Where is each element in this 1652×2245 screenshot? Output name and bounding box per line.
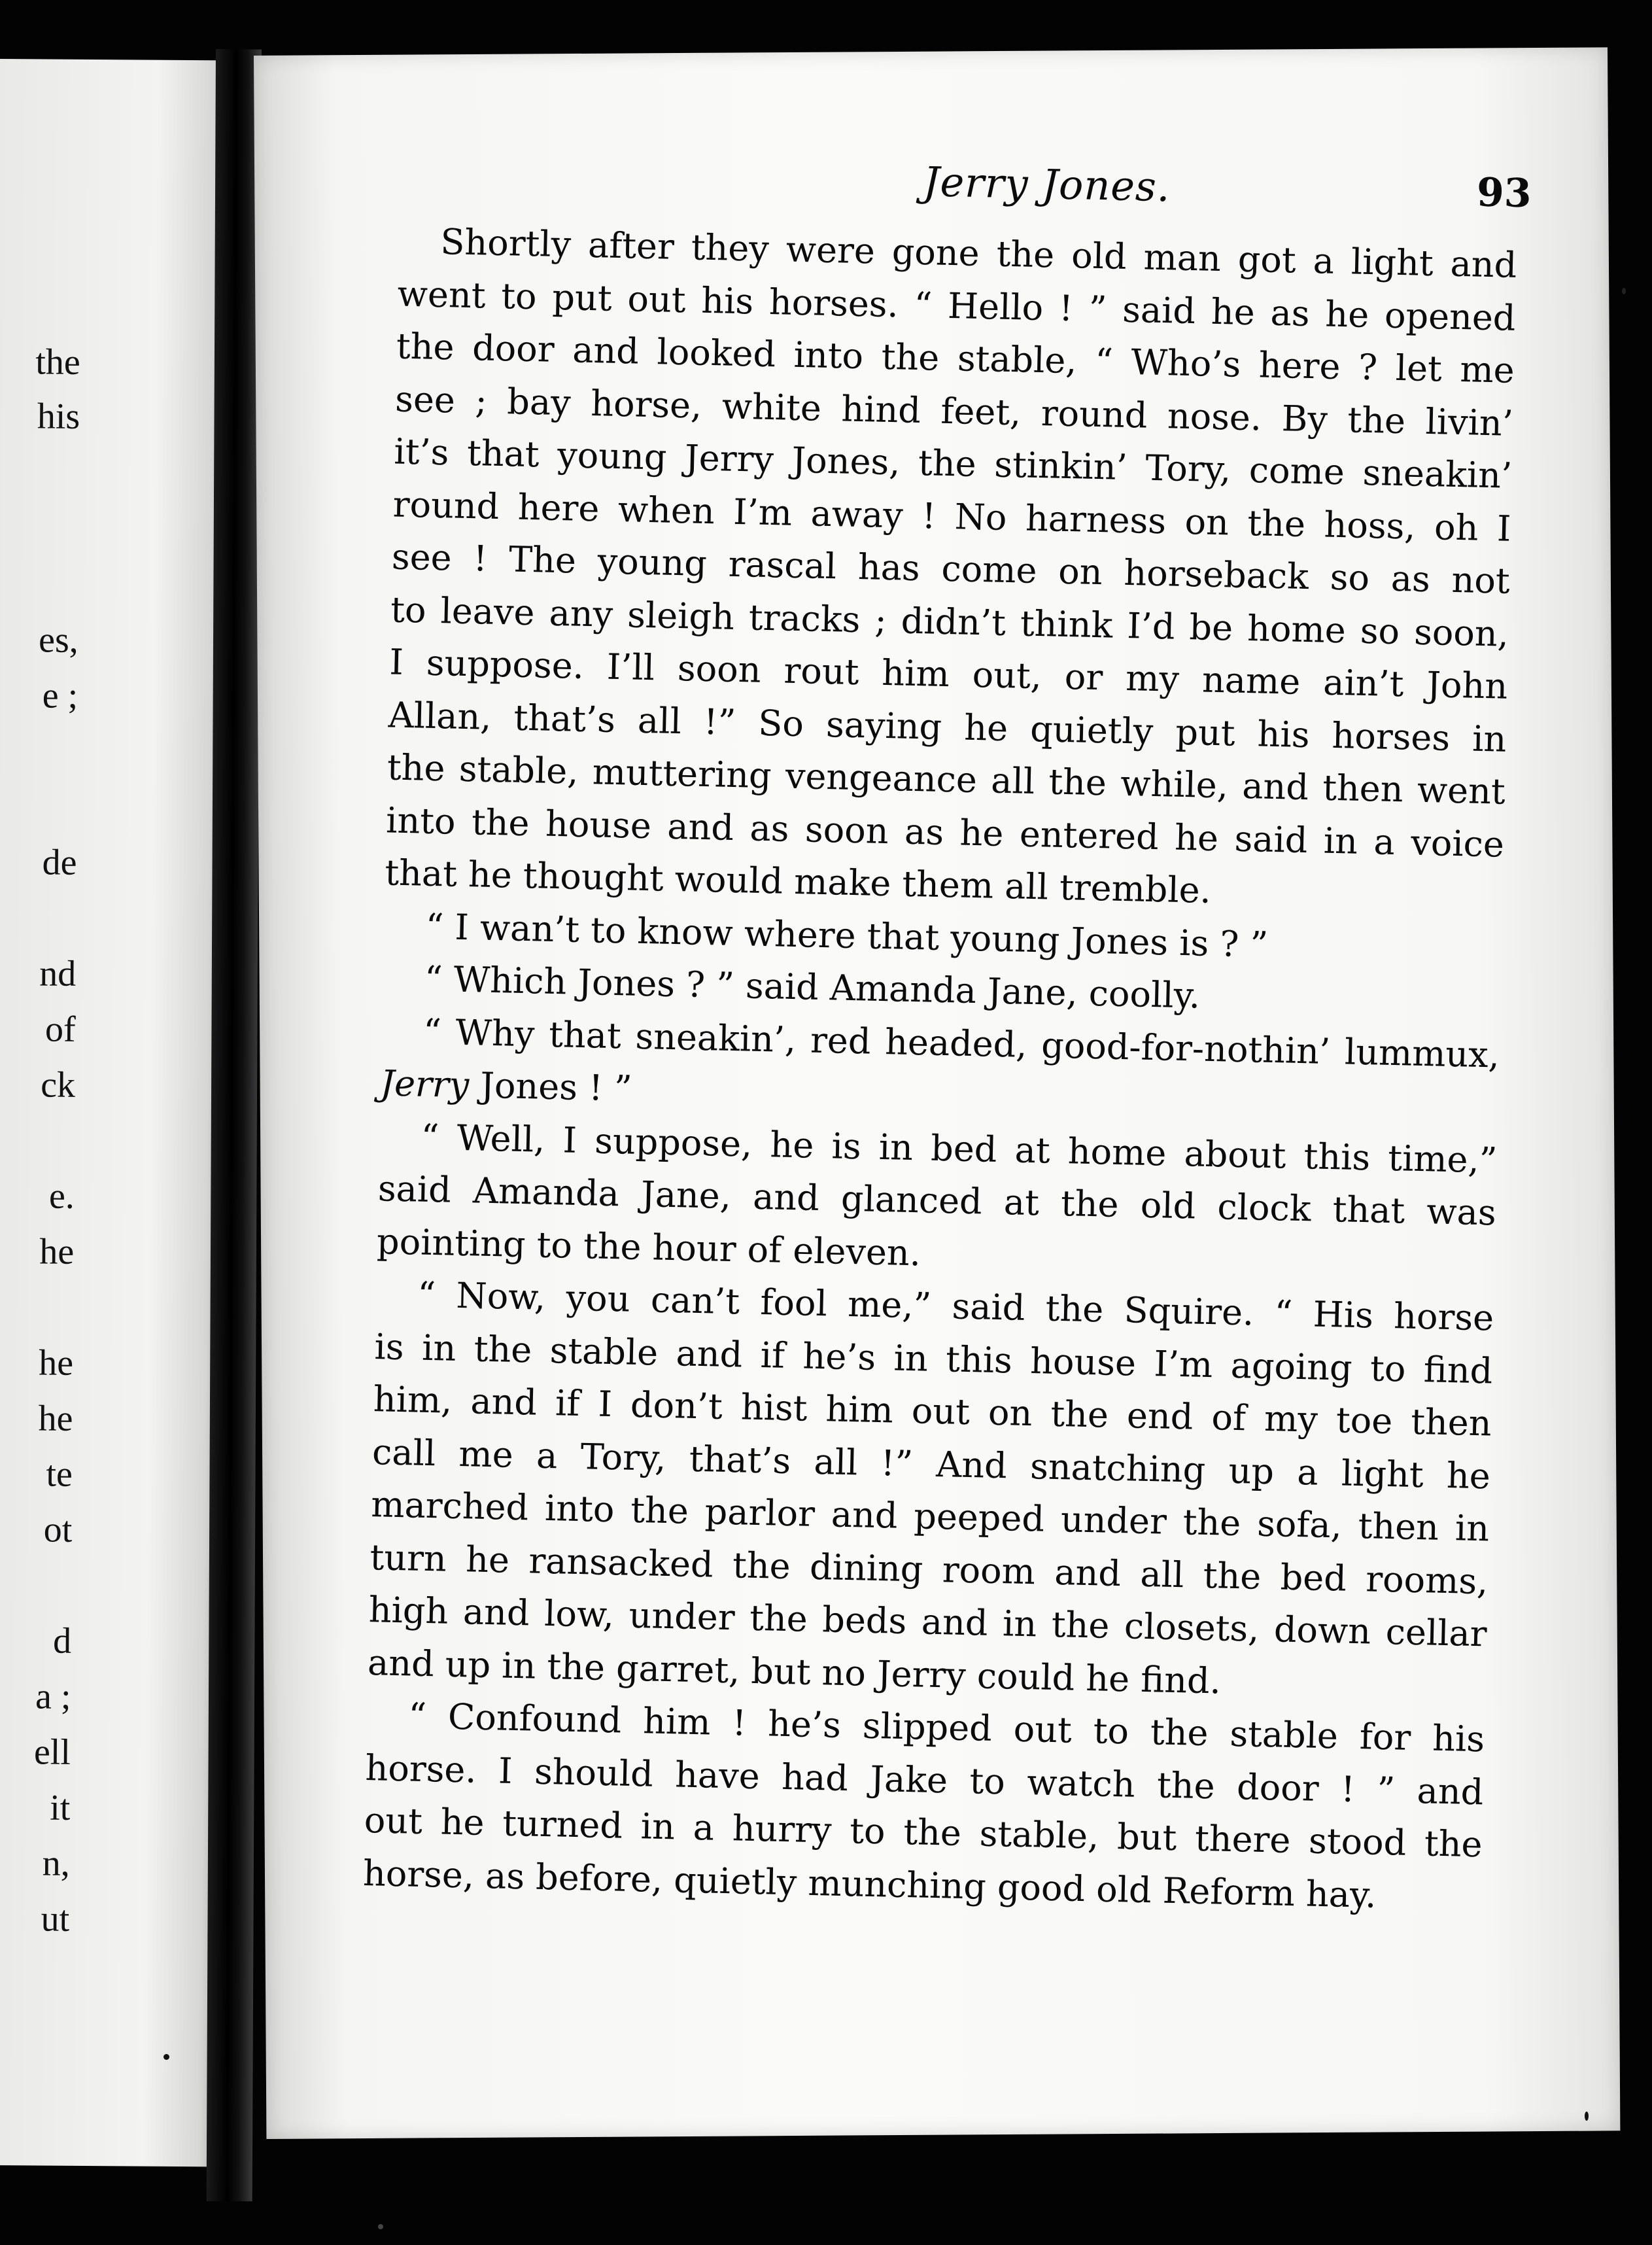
facing-page-fragment: it bbox=[49, 1787, 71, 1828]
dust-speck bbox=[378, 2224, 383, 2229]
text-line: “ Which Jones ? ” said Amanda Jane, coolly. bbox=[424, 958, 1201, 1017]
text-line: out he turned in a hurry to the stable, but there stood the bbox=[364, 1800, 1483, 1866]
text-line: “ I wan’t to know where that young Jones is ? ” bbox=[425, 905, 1269, 966]
text-line: Allan, that’s all !” So saying he quietly put his horses in bbox=[388, 693, 1507, 760]
facing-page-fragment: nd bbox=[39, 953, 77, 994]
book-gutter bbox=[207, 49, 262, 2201]
text-line: marched into the parlor and peeped under the sofa, then in bbox=[370, 1484, 1490, 1550]
facing-page-fragment: he bbox=[38, 1398, 73, 1439]
facing-page-fragment: e. bbox=[48, 1175, 75, 1217]
text-line: “ Why that sneakin’, red headed, good-for-nothin’ lummux, bbox=[422, 1011, 1500, 1076]
text-line: to leave any sleigh tracks ; didn’t think I’d be home so soon, bbox=[390, 588, 1509, 655]
text-line: horse, as before, quietly munching good old Reform hay. bbox=[362, 1852, 1377, 1916]
text-line: round here when I’m away ! No harness on the hoss, oh I bbox=[392, 483, 1512, 549]
text-line: high and low, under the beds and in the closets, down cellar bbox=[368, 1589, 1488, 1655]
facing-page-fragment: he bbox=[39, 1342, 74, 1384]
dust-speck bbox=[163, 2054, 169, 2060]
facing-page-fragment: de bbox=[42, 842, 77, 883]
page-content bbox=[362, 120, 1532, 1924]
text-line: it’s that young Jerry Jones, the stinkin’ Tory, come sneakin’ bbox=[393, 430, 1513, 496]
text-line: pointing to the hour of eleven. bbox=[376, 1220, 921, 1274]
text-line: and up in the garret, but no Jerry could he find. bbox=[367, 1641, 1222, 1702]
text-line: him, and if I don’t hist him out on the end of my toe then bbox=[373, 1378, 1492, 1444]
text-line: Shortly after they were gone the old man got a light and bbox=[439, 220, 1517, 286]
text-line: turn he ransacked the dining room and all the bed rooms, bbox=[369, 1536, 1489, 1602]
text-line: “ Well, I suppose, he is in bed at home about this time,” bbox=[421, 1116, 1498, 1181]
text-line: call me a Tory, that’s all !” And snatching up a light he bbox=[371, 1431, 1491, 1497]
text-line: horse. I should have had Jake to watch the door ! ” and bbox=[364, 1747, 1484, 1813]
dust-speck bbox=[1622, 288, 1626, 294]
body-text bbox=[362, 215, 1517, 1924]
facing-page-fragment: ot bbox=[43, 1509, 73, 1550]
dust-speck bbox=[1585, 2112, 1589, 2121]
text-line: that he thought would make them all tremble. bbox=[384, 852, 1212, 911]
facing-page-fragment: of bbox=[44, 1009, 76, 1050]
text-line: see ! The young rascal has come on horseback so as not bbox=[391, 536, 1511, 602]
text-line: went to put out his horses. “ Hello ! ” said he as he opened bbox=[397, 273, 1517, 339]
text-line: is in the stable and if he’s in this house I’m agoing to find bbox=[374, 1325, 1493, 1391]
facing-page-fragment: d bbox=[52, 1620, 72, 1662]
book-page bbox=[254, 47, 1620, 2139]
text-line: the door and looked into the stable, “ Who’s here ? let me bbox=[396, 325, 1515, 391]
facing-page-fragment: te bbox=[46, 1453, 73, 1495]
facing-page-fragment: n, bbox=[42, 1843, 70, 1884]
facing-page-fragment: his bbox=[37, 396, 80, 437]
facing-page-fragment: ut bbox=[41, 1898, 70, 1940]
text-line: said Amanda Jane, and glanced at the old clock that was bbox=[377, 1168, 1497, 1234]
facing-page-fragment: the bbox=[35, 341, 80, 383]
facing-page-fragment: ck bbox=[40, 1064, 76, 1105]
running-head-title: Jerry Jones. bbox=[922, 158, 1171, 211]
text-line: into the house and as soon as he entered he said in a voice bbox=[385, 799, 1505, 865]
facing-page-fragment: he bbox=[39, 1231, 75, 1272]
italic-word: Jerry bbox=[379, 1062, 470, 1106]
facing-page-text-fragments bbox=[0, 59, 85, 2166]
text-line: see ; bay horse, white hind feet, round nose. By the livin’ bbox=[394, 378, 1514, 444]
page-number: 93 bbox=[1476, 169, 1532, 217]
text-line: “ Confound him ! he’s slipped out to the stable for his bbox=[407, 1695, 1485, 1760]
text-line: “ Now, you can’t fool me,” said the Squire. “ His horse bbox=[417, 1274, 1494, 1339]
facing-page-fragment: e ; bbox=[42, 675, 78, 716]
facing-page-fragment: es, bbox=[38, 619, 79, 661]
facing-page-fragment: ell bbox=[33, 1732, 71, 1773]
running-head bbox=[400, 120, 1532, 217]
line-text: Jones ! ” bbox=[468, 1064, 633, 1109]
text-line: the stable, muttering vengeance all the while, and then went bbox=[387, 746, 1506, 812]
facing-page-fragment: a ; bbox=[35, 1676, 71, 1717]
facing-page bbox=[0, 59, 226, 2167]
text-line: I suppose. I’ll soon rout him out, or my name ain’t John bbox=[388, 641, 1508, 707]
